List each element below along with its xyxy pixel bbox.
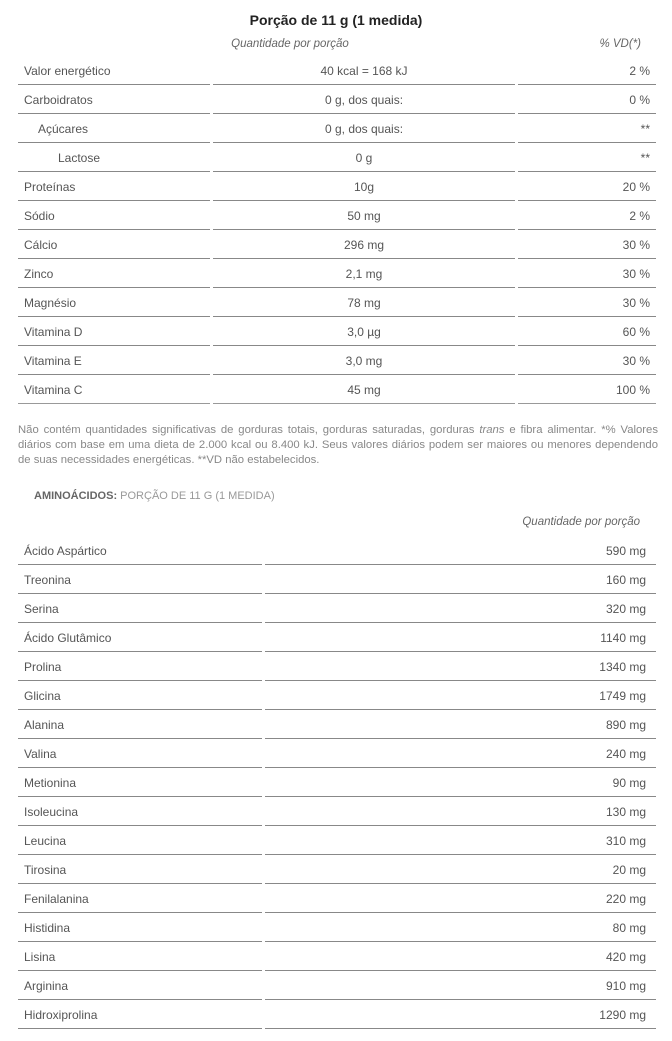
amino-name: Metionina	[18, 769, 262, 797]
amino-row	[18, 827, 656, 856]
amino-quantity: 220 mg	[265, 885, 656, 913]
nutrition-row	[18, 318, 656, 347]
nutrient-vd: 0 %	[518, 86, 656, 114]
nutrient-quantity: 40 kcal = 168 kJ	[213, 57, 515, 85]
amino-name: Ácido Aspártico	[18, 537, 262, 565]
amino-quantity: 890 mg	[265, 711, 656, 739]
amino-row	[18, 624, 656, 653]
amino-row	[18, 682, 656, 711]
nutrition-row	[18, 289, 656, 318]
amino-quantity: 310 mg	[265, 827, 656, 855]
nutrient-vd: 30 %	[518, 231, 656, 259]
nutrition-row	[18, 86, 656, 115]
nutrient-name: Valor energético	[18, 57, 210, 85]
amino-name: Treonina	[18, 566, 262, 594]
amino-name: Hidroxiprolina	[18, 1001, 262, 1029]
amino-row	[18, 711, 656, 740]
amino-name: Lisina	[18, 943, 262, 971]
nutrient-vd: 2 %	[518, 57, 656, 85]
amino-row	[18, 653, 656, 682]
amino-quantity: 20 mg	[265, 856, 656, 884]
nutrient-name: Zinco	[18, 260, 210, 288]
nutrient-name: Proteínas	[18, 173, 210, 201]
amino-row	[18, 595, 656, 624]
nutrition-row	[18, 144, 656, 173]
nutrient-vd: 60 %	[518, 318, 656, 346]
amino-name: Tirosina	[18, 856, 262, 884]
amino-row	[18, 798, 656, 827]
nutrient-vd: 2 %	[518, 202, 656, 230]
nutrient-quantity: 50 mg	[213, 202, 515, 230]
amino-name: Arginina	[18, 972, 262, 1000]
amino-row	[18, 914, 656, 943]
nutrient-vd: 30 %	[518, 289, 656, 317]
nutrient-quantity: 2,1 mg	[213, 260, 515, 288]
nutrient-quantity: 296 mg	[213, 231, 515, 259]
nutrient-quantity: 3,0 mg	[213, 347, 515, 375]
nutrient-name: Carboidratos	[18, 86, 210, 114]
amino-name: Leucina	[18, 827, 262, 855]
amino-quantity: 90 mg	[265, 769, 656, 797]
nutrient-quantity: 45 mg	[213, 376, 515, 404]
amino-row	[18, 856, 656, 885]
amino-quantity: 240 mg	[265, 740, 656, 768]
amino-name: Prolina	[18, 653, 262, 681]
amino-row	[18, 943, 656, 972]
amino-row	[18, 769, 656, 798]
amino-name: Fenilalanina	[18, 885, 262, 913]
footnote	[18, 423, 658, 468]
amino-quantity: 1749 mg	[265, 682, 656, 710]
nutrition-row	[18, 173, 656, 202]
nutrient-quantity: 3,0 µg	[213, 318, 515, 346]
nutrient-vd: 30 %	[518, 260, 656, 288]
amino-quantity: 420 mg	[265, 943, 656, 971]
amino-quantity: 910 mg	[265, 972, 656, 1000]
amino-quantity: 320 mg	[265, 595, 656, 623]
nutrition-table	[18, 57, 656, 405]
nutrient-quantity: 0 g, dos quais:	[213, 115, 515, 143]
nutrient-name: Açúcares	[18, 115, 210, 143]
nutrition-row	[18, 376, 656, 405]
amino-name: Glicina	[18, 682, 262, 710]
amino-quantity: 1340 mg	[265, 653, 656, 681]
amino-quantity: 130 mg	[265, 798, 656, 826]
nutrient-name: Vitamina E	[18, 347, 210, 375]
nutrient-vd: 30 %	[518, 347, 656, 375]
nutrition-row	[18, 260, 656, 289]
amino-name: Serina	[18, 595, 262, 623]
nutrient-vd: **	[518, 115, 656, 143]
amino-name: Alanina	[18, 711, 262, 739]
column-header-vd: % VD(*)	[599, 38, 641, 50]
nutrient-name: Vitamina C	[18, 376, 210, 404]
amino-quantity: 1290 mg	[265, 1001, 656, 1029]
amino-table	[18, 537, 656, 1030]
nutrient-name: Lactose	[18, 144, 210, 172]
nutrition-row	[18, 202, 656, 231]
amino-quantity: 80 mg	[265, 914, 656, 942]
nutrition-row	[18, 115, 656, 144]
nutrition-row	[18, 57, 656, 86]
amino-heading-rest: PORÇÃO DE 11 G (1 MEDIDA)	[117, 490, 275, 502]
nutrition-row	[18, 347, 656, 376]
nutrient-quantity: 0 g, dos quais:	[213, 86, 515, 114]
amino-name: Isoleucina	[18, 798, 262, 826]
nutrient-vd: **	[518, 144, 656, 172]
nutrient-quantity: 0 g	[213, 144, 515, 172]
amino-name: Histidina	[18, 914, 262, 942]
amino-name: Valina	[18, 740, 262, 768]
amino-name: Ácido Glutâmico	[18, 624, 262, 652]
nutrient-name: Sódio	[18, 202, 210, 230]
footnote-part2: e fibra alimentar. *% Valores diários com base em uma dieta de 2.000 kcal ou 8.400 kJ. Seus valores diários podem ser maiores ou menores dependendo de suas necessidades energéticas. **VD não estabelecidos.	[18, 424, 658, 466]
amino-quantity: 590 mg	[265, 537, 656, 565]
footnote-trans: trans	[479, 424, 505, 436]
nutrient-vd: 20 %	[518, 173, 656, 201]
amino-heading	[34, 490, 275, 502]
nutrient-quantity: 78 mg	[213, 289, 515, 317]
amino-row	[18, 885, 656, 914]
amino-row	[18, 740, 656, 769]
amino-row	[18, 566, 656, 595]
amino-column-header-quantity: Quantidade por porção	[522, 516, 640, 528]
nutrient-name: Cálcio	[18, 231, 210, 259]
amino-heading-bold: AMINOÁCIDOS:	[34, 490, 118, 502]
column-header-quantity: Quantidade por porção	[231, 38, 349, 50]
nutrient-name: Vitamina D	[18, 318, 210, 346]
nutrition-row	[18, 231, 656, 260]
portion-title: Porção de 11 g (1 medida)	[249, 12, 423, 28]
amino-row	[18, 537, 656, 566]
nutrient-vd: 100 %	[518, 376, 656, 404]
footnote-part1: Não contém quantidades significativas de gorduras totais, gorduras saturadas, gorduras	[18, 424, 480, 436]
nutrient-quantity: 10g	[213, 173, 515, 201]
amino-row	[18, 1001, 656, 1030]
nutrient-name: Magnésio	[18, 289, 210, 317]
amino-quantity: 1140 mg	[265, 624, 656, 652]
amino-row	[18, 972, 656, 1001]
amino-quantity: 160 mg	[265, 566, 656, 594]
